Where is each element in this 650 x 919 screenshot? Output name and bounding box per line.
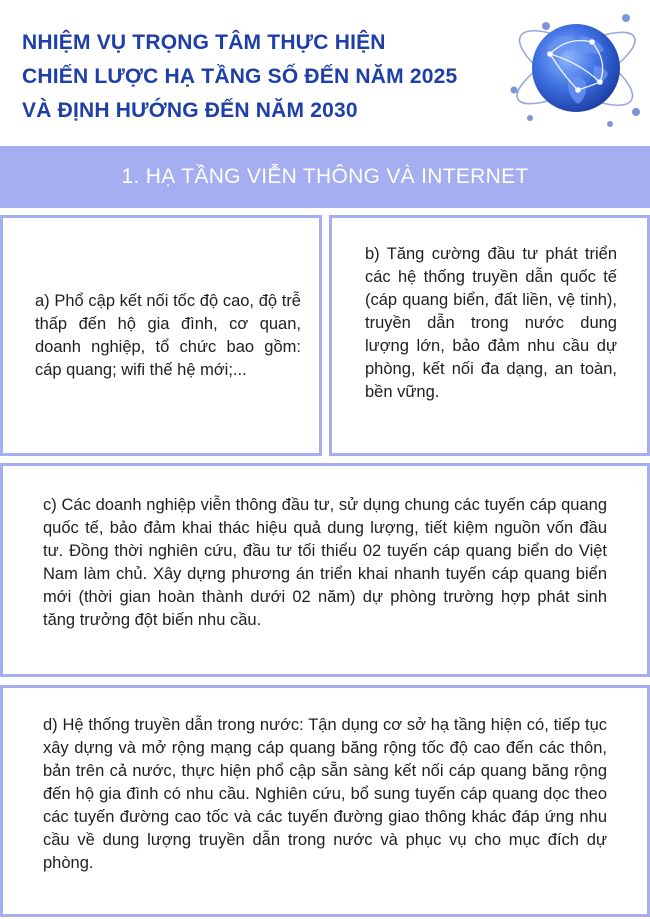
content-card-b [329,215,650,456]
card-text: d) Hệ thống truyền dẫn trong nước: Tận dụng cơ sở hạ tầng hiện có, tiếp tục xây dựng và mở rộng mạng cáp quang băng rộng tốc độ cao đến các thôn, bản trên cả nước, thực hiện phổ cập sẵn sàng kết nối cáp quang băng rộng đến hộ gia đình có nhu cầu. Nghiên cứu, bổ sung tuyến cáp quang dọc theo các tuyến đường cao tốc và các tuyến đường giao thông khác đáp ứng nhu cầu về dung lượng truyền dẫn trong nước và phục vụ cho mục đích dự phòng. [43,716,607,872]
content-card-c [0,463,650,677]
card-text: b) Tăng cường đầu tư phát triển các hệ thống truyền dẫn quốc tế (cáp quang biển, đất liền, vệ tinh), truyền dẫn trong nước dung lượng lớn, bảo đảm nhu cầu dự phòng, kết nối đa dạng, an toàn, bền vững. [365,245,617,401]
content-card-d [0,685,650,917]
section-heading: 1. HẠ TẦNG VIỄN THÔNG VÀ INTERNET [121,165,529,188]
card-text: c) Các doanh nghiệp viễn thông đầu tư, sử dụng chung các tuyến cáp quang quốc tế, bảo đảm khai thác hiệu quả dung lượng, tiết kiệm nguồn vốn đầu tư. Đồng thời nghiên cứu, đầu tư tối thiểu 02 tuyến cáp quang biển do Việt Nam làm chủ. Xây dựng phương án triển khai nhanh tuyến cáp quang biển mới (thời gian hoàn thành dưới 02 năm) dự phòng trường hợp phát sinh tăng trưởng đột biến nhu cầu. [43,496,607,629]
content-card-a [0,215,322,456]
globe-network-icon [508,6,644,132]
title-line: CHIẾN LƯỢC HẠ TẦNG SỐ ĐẾN NĂM 2025 [22,65,458,88]
title-line: VÀ ĐỊNH HƯỚNG ĐẾN NĂM 2030 [22,99,358,122]
title-line: NHIỆM VỤ TRỌNG TÂM THỰC HIỆN [22,31,386,54]
page-title [22,26,512,128]
section-heading-banner [0,146,650,208]
card-text: a) Phổ cập kết nối tốc độ cao, độ trễ thấp đến hộ gia đình, cơ quan, doanh nghiệp, tổ chức bao gồm: cáp quang; wifi thế hệ mới;... [35,291,301,379]
